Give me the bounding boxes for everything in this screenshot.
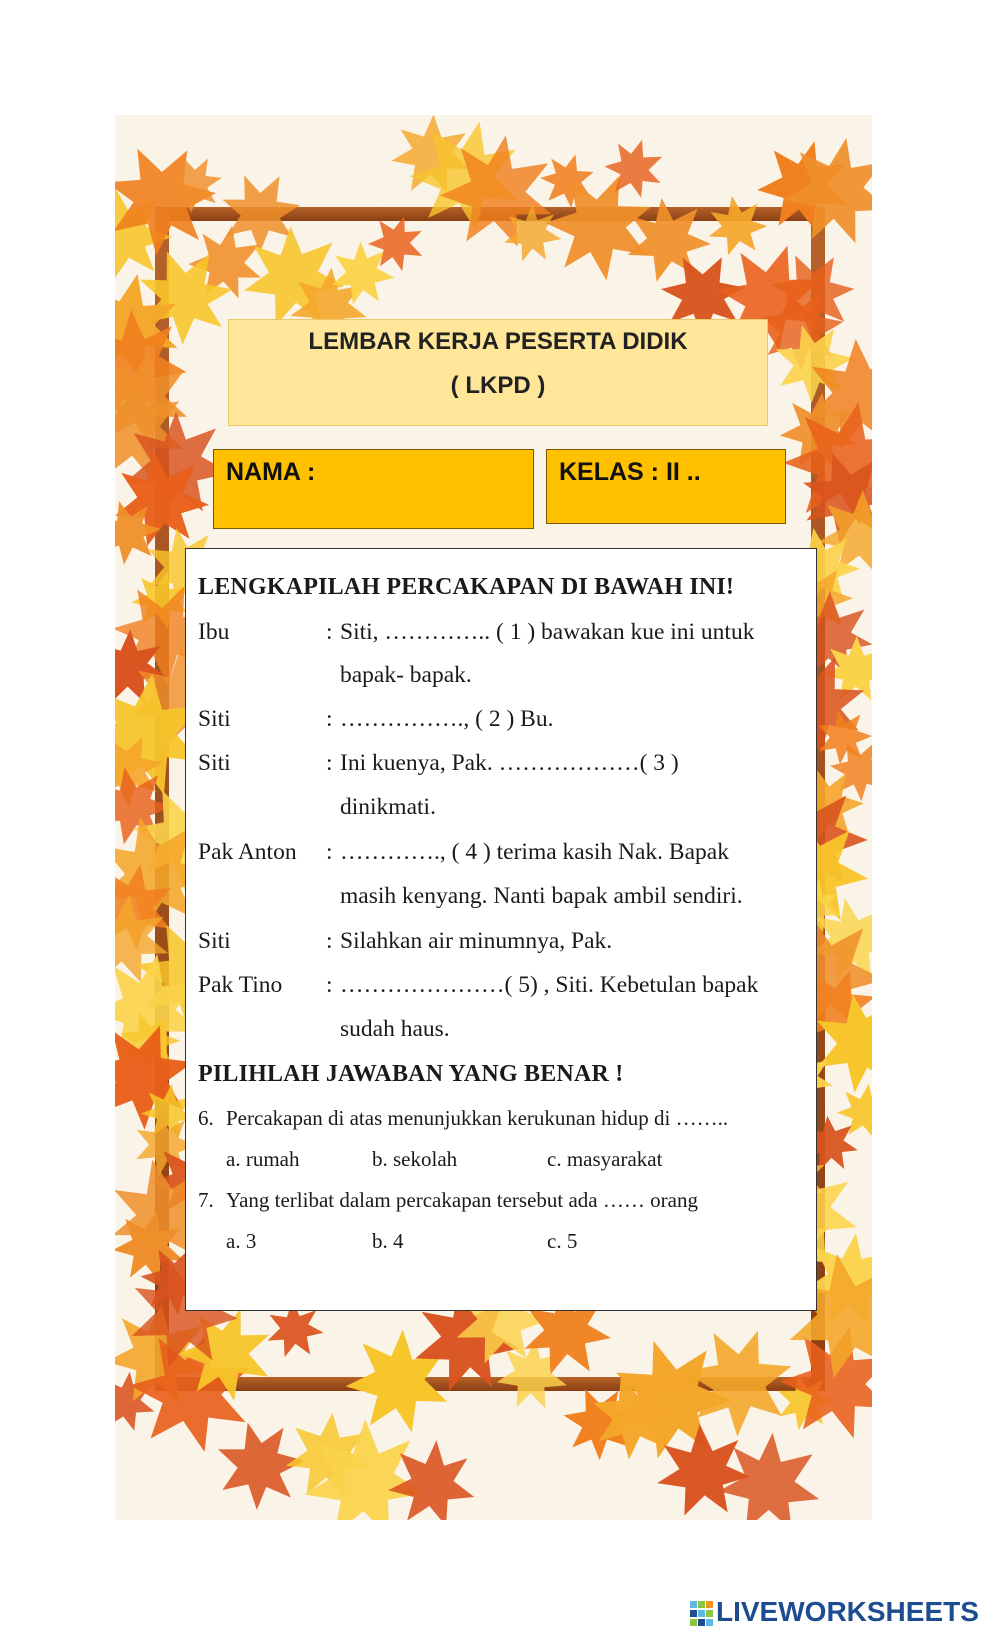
colon: : bbox=[326, 750, 333, 776]
speaker: Pak Tino bbox=[198, 972, 283, 998]
speaker: Siti bbox=[198, 706, 231, 732]
worksheet-title-box bbox=[228, 319, 768, 426]
colon: : bbox=[326, 972, 333, 998]
colon: : bbox=[326, 706, 333, 732]
dialogue-continuation: dinikmati. bbox=[340, 794, 436, 820]
liveworksheets-brand[interactable] bbox=[690, 1596, 979, 1630]
speaker: Pak Anton bbox=[198, 839, 297, 865]
brand-text: LIVEWORKSHEETS bbox=[716, 1596, 979, 1627]
dialogue-text: Siti, ………….. ( 1 ) bawakan kue ini untuk bbox=[340, 619, 755, 645]
dialogue-continuation: masih kenyang. Nanti bapak ambil sendiri. bbox=[340, 883, 743, 909]
dialogue-continuation: bapak- bapak. bbox=[340, 662, 472, 688]
option-b[interactable]: b. sekolah bbox=[372, 1147, 458, 1171]
dialogue-text: ……………., ( 2 ) Bu. bbox=[340, 706, 554, 732]
option-c[interactable]: c. masyarakat bbox=[547, 1147, 663, 1171]
colon: : bbox=[326, 619, 333, 645]
question-number: 6. bbox=[198, 1106, 214, 1130]
dialogue-text: Silahkan air minumnya, Pak. bbox=[340, 928, 613, 954]
name-label: NAMA : bbox=[226, 458, 316, 486]
worksheet-title: LEMBAR KERJA PESERTA DIDIK bbox=[308, 328, 688, 355]
dialogue-text: Ini kuenya, Pak. ………………( 3 ) bbox=[340, 750, 679, 776]
question-text: Percakapan di atas menunjukkan kerukunan hidup di …….. bbox=[226, 1106, 729, 1130]
option-b[interactable]: b. 4 bbox=[372, 1229, 404, 1253]
colon: : bbox=[326, 928, 333, 954]
option-a[interactable]: a. rumah bbox=[226, 1147, 300, 1171]
dialogue-text: …………………( 5) , Siti. Kebetulan bapak bbox=[340, 972, 759, 998]
dialogue-continuation: sudah haus. bbox=[340, 1016, 450, 1042]
speaker: Siti bbox=[198, 928, 231, 954]
section2-heading: PILIHLAH JAWABAN YANG BENAR ! bbox=[198, 1061, 624, 1087]
liveworksheets-logo-icon bbox=[690, 1601, 714, 1627]
class-field[interactable] bbox=[546, 449, 786, 524]
worksheet-content bbox=[185, 548, 817, 1311]
question-text: Yang terlibat dalam percakapan tersebut ada …… orang bbox=[226, 1188, 698, 1212]
question-number: 7. bbox=[198, 1188, 214, 1212]
name-field[interactable] bbox=[213, 449, 534, 529]
option-c[interactable]: c. 5 bbox=[547, 1229, 578, 1253]
colon: : bbox=[326, 839, 333, 865]
speaker: Siti bbox=[198, 750, 231, 776]
class-label: KELAS : II .. bbox=[559, 458, 701, 486]
worksheet-subtitle: ( LKPD ) bbox=[450, 372, 546, 399]
option-a[interactable]: a. 3 bbox=[226, 1229, 257, 1253]
section1-heading: LENGKAPILAH PERCAKAPAN DI BAWAH INI! bbox=[198, 574, 735, 600]
dialogue-text: …………., ( 4 ) terima kasih Nak. Bapak bbox=[340, 839, 729, 865]
speaker: Ibu bbox=[198, 619, 230, 645]
